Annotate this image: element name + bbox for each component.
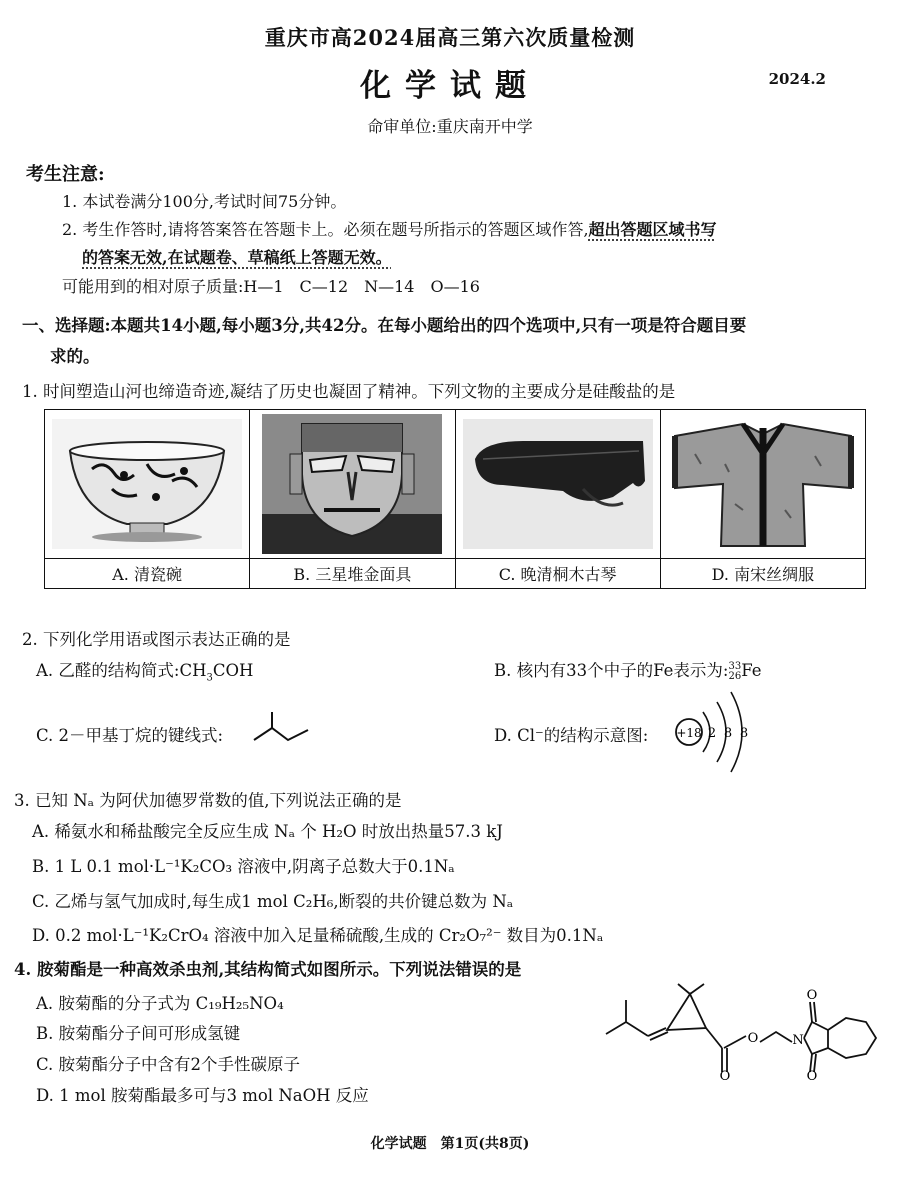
question-3-option-b: B. 1 L 0.1 mol·L⁻¹K₂CO₃ 溶液中,阴离子总数大于0.1Nₐ bbox=[32, 857, 455, 876]
q2-b-text: B. 核内有33个中子的Fe表示为: bbox=[494, 661, 729, 680]
question-3-option-a: A. 稀氨水和稀盐酸完全反应生成 Nₐ 个 H₂O 时放出热量57.3 kJ bbox=[32, 822, 503, 841]
notice-item-2 bbox=[62, 217, 717, 240]
q2-b-atomic: 26 bbox=[728, 670, 742, 682]
question-4-option-a: A. 胺菊酯的分子式为 C₁₉H₂₅NO₄ bbox=[36, 994, 284, 1013]
question-4-option-c: C. 胺菊酯分子中含有2个手性碳原子 bbox=[36, 1055, 301, 1074]
question-2-option-a bbox=[36, 657, 253, 683]
option-c-cell bbox=[456, 410, 661, 588]
ester-o: O bbox=[747, 1031, 759, 1046]
shell-2-count: 8 bbox=[723, 726, 733, 741]
question-2-option-c: C. 2－甲基丁烷的键线式: bbox=[36, 726, 224, 745]
gold-mask-image bbox=[250, 410, 454, 559]
question-1-stem: 1. 时间塑造山河也缔造奇迹,凝结了历史也凝固了精神。下列文物的主要成分是硅酸盐的是 bbox=[22, 382, 676, 401]
atomic-masses: 可能用到的相对原子质量:H—1 C—12 N—14 O—16 bbox=[62, 277, 480, 296]
question-4-stem: 4. 胺菊酯是一种高效杀虫剂,其结构简式如图所示。下列说法错误的是 bbox=[14, 960, 522, 979]
q2-a-suffix: COH bbox=[212, 661, 254, 680]
exam-date: 2024.2 bbox=[768, 70, 826, 88]
option-b-cell bbox=[250, 410, 455, 588]
q2-b-mass: 33 bbox=[728, 660, 742, 672]
nucleus-label: +18 bbox=[676, 726, 702, 740]
exam-header: 重庆市高2024届高三第六次质量检测 bbox=[264, 25, 636, 50]
exam-title: 化学试题 bbox=[360, 68, 540, 104]
section-heading: 一、选择题:本题共14小题,每小题3分,共42分。在每小题给出的四个选项中,只有一项是符合题目要 bbox=[22, 316, 747, 335]
question-2-option-b bbox=[494, 657, 762, 682]
ester-carbonyl-o: O bbox=[719, 1069, 731, 1080]
page-footer: 化学试题 第1页(共8页) bbox=[370, 1136, 530, 1152]
methylbutane-skeletal bbox=[248, 710, 318, 754]
question-4-option-d: D. 1 mol 胺菊酯最多可与3 mol NaOH 反应 bbox=[36, 1086, 369, 1105]
question-3-stem: 3. 已知 Nₐ 为阿伏加德罗常数的值,下列说法正确的是 bbox=[14, 791, 402, 810]
question-1-options-table bbox=[44, 409, 866, 589]
silk-robe-image bbox=[661, 410, 865, 559]
exam-unit: 命审单位:重庆南开中学 bbox=[367, 117, 533, 136]
q2-a-text: A. 乙醛的结构简式:CH bbox=[36, 661, 207, 680]
porcelain-bowl-image bbox=[45, 410, 249, 559]
question-4-option-b: B. 胺菊酯分子间可形成氢键 bbox=[36, 1024, 241, 1043]
notice-item-2-cont bbox=[82, 245, 392, 268]
guqin-image bbox=[456, 410, 660, 559]
notice-item-2-emphasis: 超出答题区域书写 bbox=[588, 220, 717, 239]
tetramethrin-structure bbox=[600, 980, 890, 1084]
section-heading-cont: 求的。 bbox=[50, 347, 100, 366]
option-a-cell bbox=[45, 410, 250, 588]
shell-1-count: 2 bbox=[707, 726, 717, 741]
notice-item-2-emphasis-2: 的答案无效,在试题卷、草稿纸上答题无效。 bbox=[82, 248, 392, 267]
q2-b-symbol: Fe bbox=[741, 661, 762, 680]
option-d-caption: D. 南宋丝绸服 bbox=[711, 565, 815, 584]
question-2-option-d: D. Cl⁻的结构示意图: bbox=[494, 726, 649, 745]
option-d-cell bbox=[661, 410, 865, 588]
question-3-option-c: C. 乙烯与氢气加成时,每生成1 mol C₂H₆,断裂的共价键总数为 Nₐ bbox=[32, 892, 514, 911]
option-a-caption: A. 清瓷碗 bbox=[112, 565, 182, 584]
notice-item-2-text: 2. 考生作答时,请将答案答在答题卡上。必须在题号所指示的答题区域作答, bbox=[62, 220, 589, 239]
imide-n: N bbox=[792, 1033, 804, 1048]
shell-3-count: 8 bbox=[739, 726, 749, 741]
option-b-caption: B. 三星堆金面具 bbox=[293, 565, 412, 584]
chloride-ion-diagram bbox=[673, 682, 757, 782]
notice-title: 考生注意: bbox=[26, 164, 105, 185]
q2-b-nuclide bbox=[728, 662, 741, 682]
carbonyl-o-top: O bbox=[806, 988, 818, 1003]
question-2-stem: 2. 下列化学用语或图示表达正确的是 bbox=[22, 630, 291, 649]
q2-a-sub: 3 bbox=[206, 672, 213, 684]
carbonyl-o-bottom: O bbox=[806, 1069, 818, 1080]
option-c-caption: C. 晚清桐木古琴 bbox=[498, 565, 617, 584]
question-3-option-d: D. 0.2 mol·L⁻¹K₂CrO₄ 溶液中加入足量稀硫酸,生成的 Cr₂O₇²⁻ 数目为0.1Nₐ bbox=[32, 926, 604, 945]
notice-item-1: 1. 本试卷满分100分,考试时间75分钟。 bbox=[62, 192, 347, 211]
